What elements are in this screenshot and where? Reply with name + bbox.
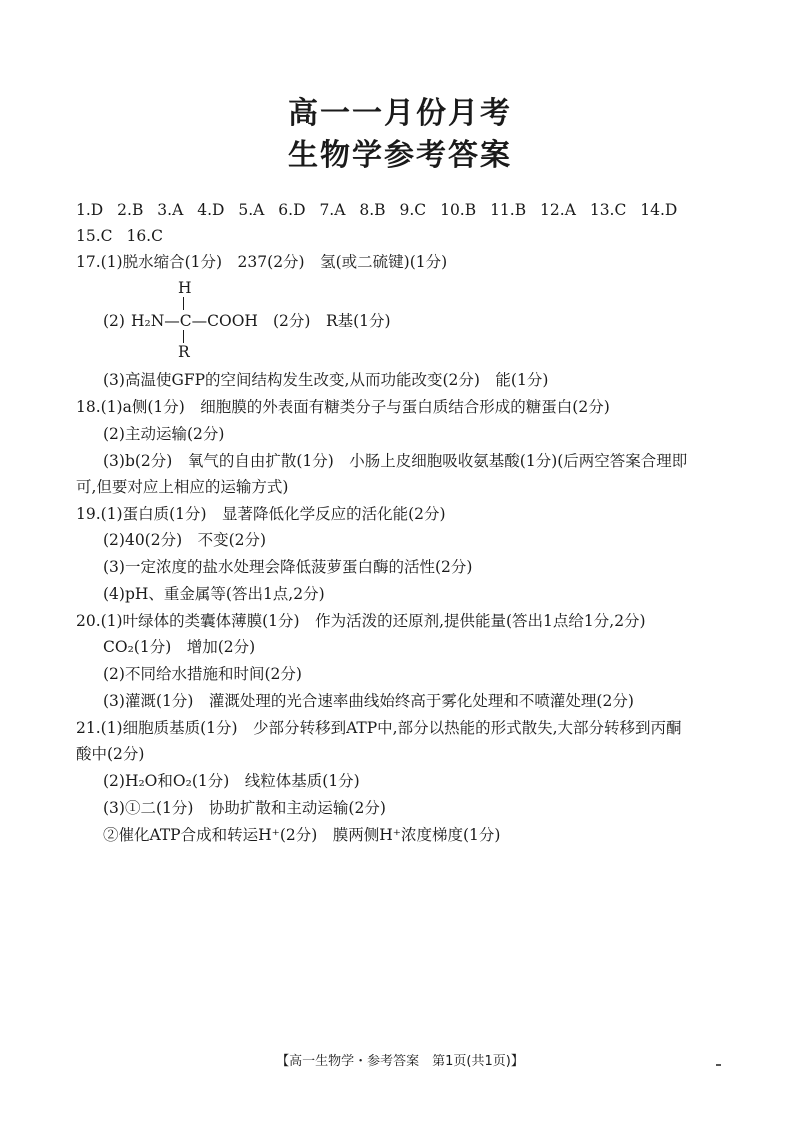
q19-line-2: (2)40(2分) 不变(2分) (103, 531, 267, 549)
mc-answers-row-1 (76, 200, 686, 220)
answer-9: 9.C (399, 201, 427, 219)
answer-3: 3.A (157, 201, 184, 219)
q18-line-1: 18.(1)a侧(1分) 细胞膜的外表面有糖类分子与蛋白质结合形成的糖蛋白(2分) (76, 398, 610, 416)
page-footer: 【高一生物学・参考答案 第1页(共1页)】 (276, 1054, 524, 1069)
answer-2: 2.B (117, 201, 144, 219)
q19-line-1: 19.(1)蛋白质(1分) 显著降低化学反应的活化能(2分) (76, 505, 446, 523)
answer-5: 5.A (238, 201, 265, 219)
answer-10: 10.B (440, 201, 477, 219)
answer-11: 11.B (490, 201, 527, 219)
answer-12: 12.A (540, 201, 576, 219)
q17-line-3: (3)高温使GFP的空间结构发生改变,从而功能改变(2分) 能(1分) (103, 371, 549, 389)
q21-line-4: (3)①二(1分) 协助扩散和主动运输(2分) (103, 799, 386, 817)
q17-part2-rest: (2分) R基(1分) (273, 312, 391, 330)
q17-part2-label: (2) (103, 312, 125, 330)
q21-line-2: 酸中(2分) (76, 745, 145, 763)
q20-line-3: (2)不同给水措施和时间(2分) (103, 665, 302, 683)
q19-line-3: (3)一定浓度的盐水处理会降低菠萝蛋白酶的活性(2分) (103, 558, 473, 576)
q17-r-atom: R (178, 343, 190, 361)
answer-7: 7.A (319, 201, 346, 219)
answer-1: 1.D (76, 201, 104, 219)
q17-bond-top (183, 297, 184, 310)
scan-mark (716, 1064, 721, 1066)
q21-line-3: (2)H₂O和O₂(1分) 线粒体基质(1分) (103, 772, 360, 790)
q17-line-1: 17.(1)脱水缩合(1分) 237(2分) 氢(或二硫键)(1分) (76, 253, 448, 271)
q17-h-atom: H (178, 279, 192, 297)
q17-formula: H₂N—C—COOH (131, 312, 258, 330)
answer-16: 16.C (126, 227, 163, 245)
q20-line-2: CO₂(1分) 增加(2分) (103, 638, 256, 656)
title-line-2: 生物学参考答案 (288, 138, 512, 173)
title-line-1: 高一一月份月考 (288, 96, 512, 131)
q19-line-4: (4)pH、重金属等(答出1点,2分) (103, 585, 325, 603)
answer-6: 6.D (278, 201, 306, 219)
answer-4: 4.D (197, 201, 225, 219)
q21-line-1: 21.(1)细胞质基质(1分) 少部分转移到ATP中,部分以热能的形式散失,大部分转移到丙酮 (76, 719, 682, 737)
q20-line-4: (3)灌溉(1分) 灌溉处理的光合速率曲线始终高于雾化处理和不喷灌处理(2分) (103, 692, 634, 710)
q20-line-1: 20.(1)叶绿体的类囊体薄膜(1分) 作为活泼的还原剂,提供能量(答出1点给1分,2分) (76, 612, 646, 630)
q18-line-3: (3)b(2分) 氧气的自由扩散(1分) 小肠上皮细胞吸收氨基酸(1分)(后两空答案合理即 (103, 452, 688, 470)
mc-answers-row-2 (76, 226, 172, 246)
answer-14: 14.D (640, 201, 678, 219)
answer-13: 13.C (589, 201, 627, 219)
answer-15: 15.C (76, 227, 113, 245)
q21-line-5: ②催化ATP合成和转运H⁺(2分) 膜两侧H⁺浓度梯度(1分) (103, 826, 501, 844)
q18-line-2: (2)主动运输(2分) (103, 425, 225, 443)
q18-line-4: 可,但要对应上相应的运输方式) (76, 478, 289, 496)
answer-8: 8.B (359, 201, 386, 219)
